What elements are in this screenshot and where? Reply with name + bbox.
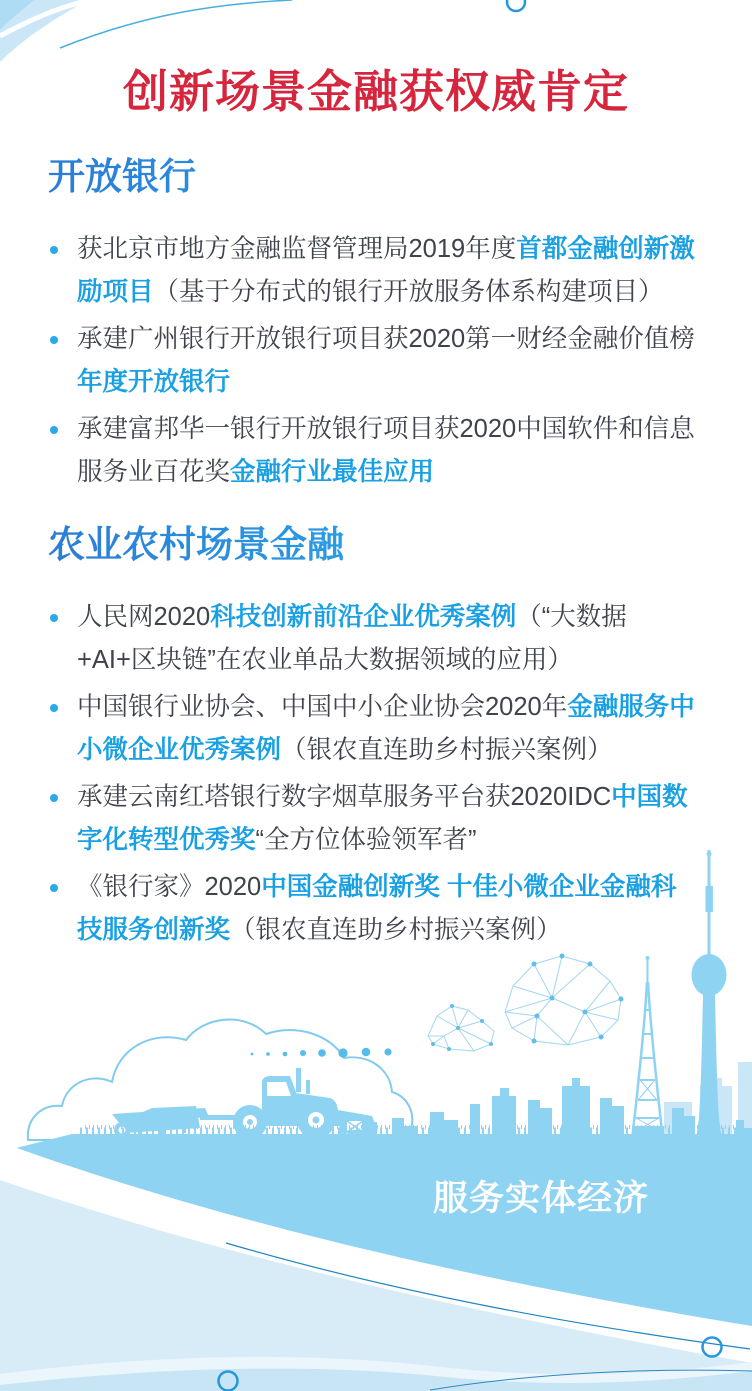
award-text-post: “全方位体验领军者” [255, 826, 477, 854]
mesh-cloud-icon [505, 954, 624, 1046]
ring-ornament-icon [507, 0, 525, 11]
award-text [77, 318, 696, 404]
award-text-highlight: 中国数字化转型优秀奖 [77, 783, 688, 854]
award-text-highlight: 金融行业最佳应用 [230, 458, 435, 486]
section-heading-open-banking: 开放银行 [48, 156, 696, 198]
award-text-post: （银农直连助乡村振兴案例） [230, 916, 562, 944]
award-text [77, 866, 696, 952]
award-text-highlight: 金融服务中小微企业优秀案例 [77, 693, 695, 764]
award-item [48, 776, 696, 862]
bullet-dot-icon [50, 614, 58, 622]
award-text [77, 776, 696, 862]
award-text-pre: 中国银行业协会、中国中小企业协会2020年 [77, 693, 568, 721]
page-title: 创新场景金融获权威肯定 [122, 66, 629, 117]
award-item [48, 866, 696, 952]
award-item [48, 408, 696, 494]
bullet-dot-icon [50, 426, 58, 434]
award-text [77, 686, 696, 772]
award-item [48, 596, 696, 682]
bullet-dot-icon [50, 884, 58, 892]
award-text [77, 408, 696, 494]
award-text-highlight: 年度开放银行 [77, 368, 231, 396]
award-text-pre: 获北京市地方金融监督管理局2019年度 [77, 235, 517, 263]
section-heading-agri-finance: 农业农村场景金融 [48, 524, 696, 566]
award-text-pre: 《银行家》2020 [77, 873, 262, 901]
award-text-post: （“大数据+AI+区块链”在农业单品大数据领域的应用） [77, 603, 627, 674]
award-text-pre: 承建广州银行开放银行项目获2020第一财经金融价值榜 [77, 325, 695, 353]
section-agri-finance [48, 524, 696, 956]
award-item [48, 318, 696, 404]
award-item [48, 228, 696, 314]
award-text-pre: 承建富邦华一银行开放银行项目获2020中国软件和信息服务业百花奖 [77, 415, 695, 486]
award-text-pre: 人民网2020 [77, 603, 211, 631]
mesh-cloud-icon [428, 1004, 494, 1051]
award-text-post: （银农直连助乡村振兴案例） [281, 736, 613, 764]
bullet-dot-icon [50, 794, 58, 802]
section-open-banking [48, 156, 696, 498]
award-item [48, 686, 696, 772]
bullet-dot-icon [50, 246, 58, 254]
award-text-post: （基于分布式的银行开放服务体系构建项目） [153, 278, 664, 306]
bullet-dot-icon [50, 336, 58, 344]
lattice-tower-icon [632, 956, 663, 1140]
award-text-highlight: 首都金融创新激励项目 [77, 235, 695, 306]
bullet-dot-icon [50, 704, 58, 712]
curve-line-icon [60, 0, 292, 48]
footer-slogan: 服务实体经济 [433, 1179, 650, 1218]
award-text [77, 596, 696, 682]
award-text-highlight: 中国金融创新奖 十佳小微企业金融科技服务创新奖 [77, 873, 677, 944]
award-text [77, 228, 696, 314]
award-text-pre: 承建云南红塔银行数字烟草服务平台获2020IDC [77, 783, 612, 811]
award-text-highlight: 科技创新前沿企业优秀案例 [210, 603, 517, 631]
